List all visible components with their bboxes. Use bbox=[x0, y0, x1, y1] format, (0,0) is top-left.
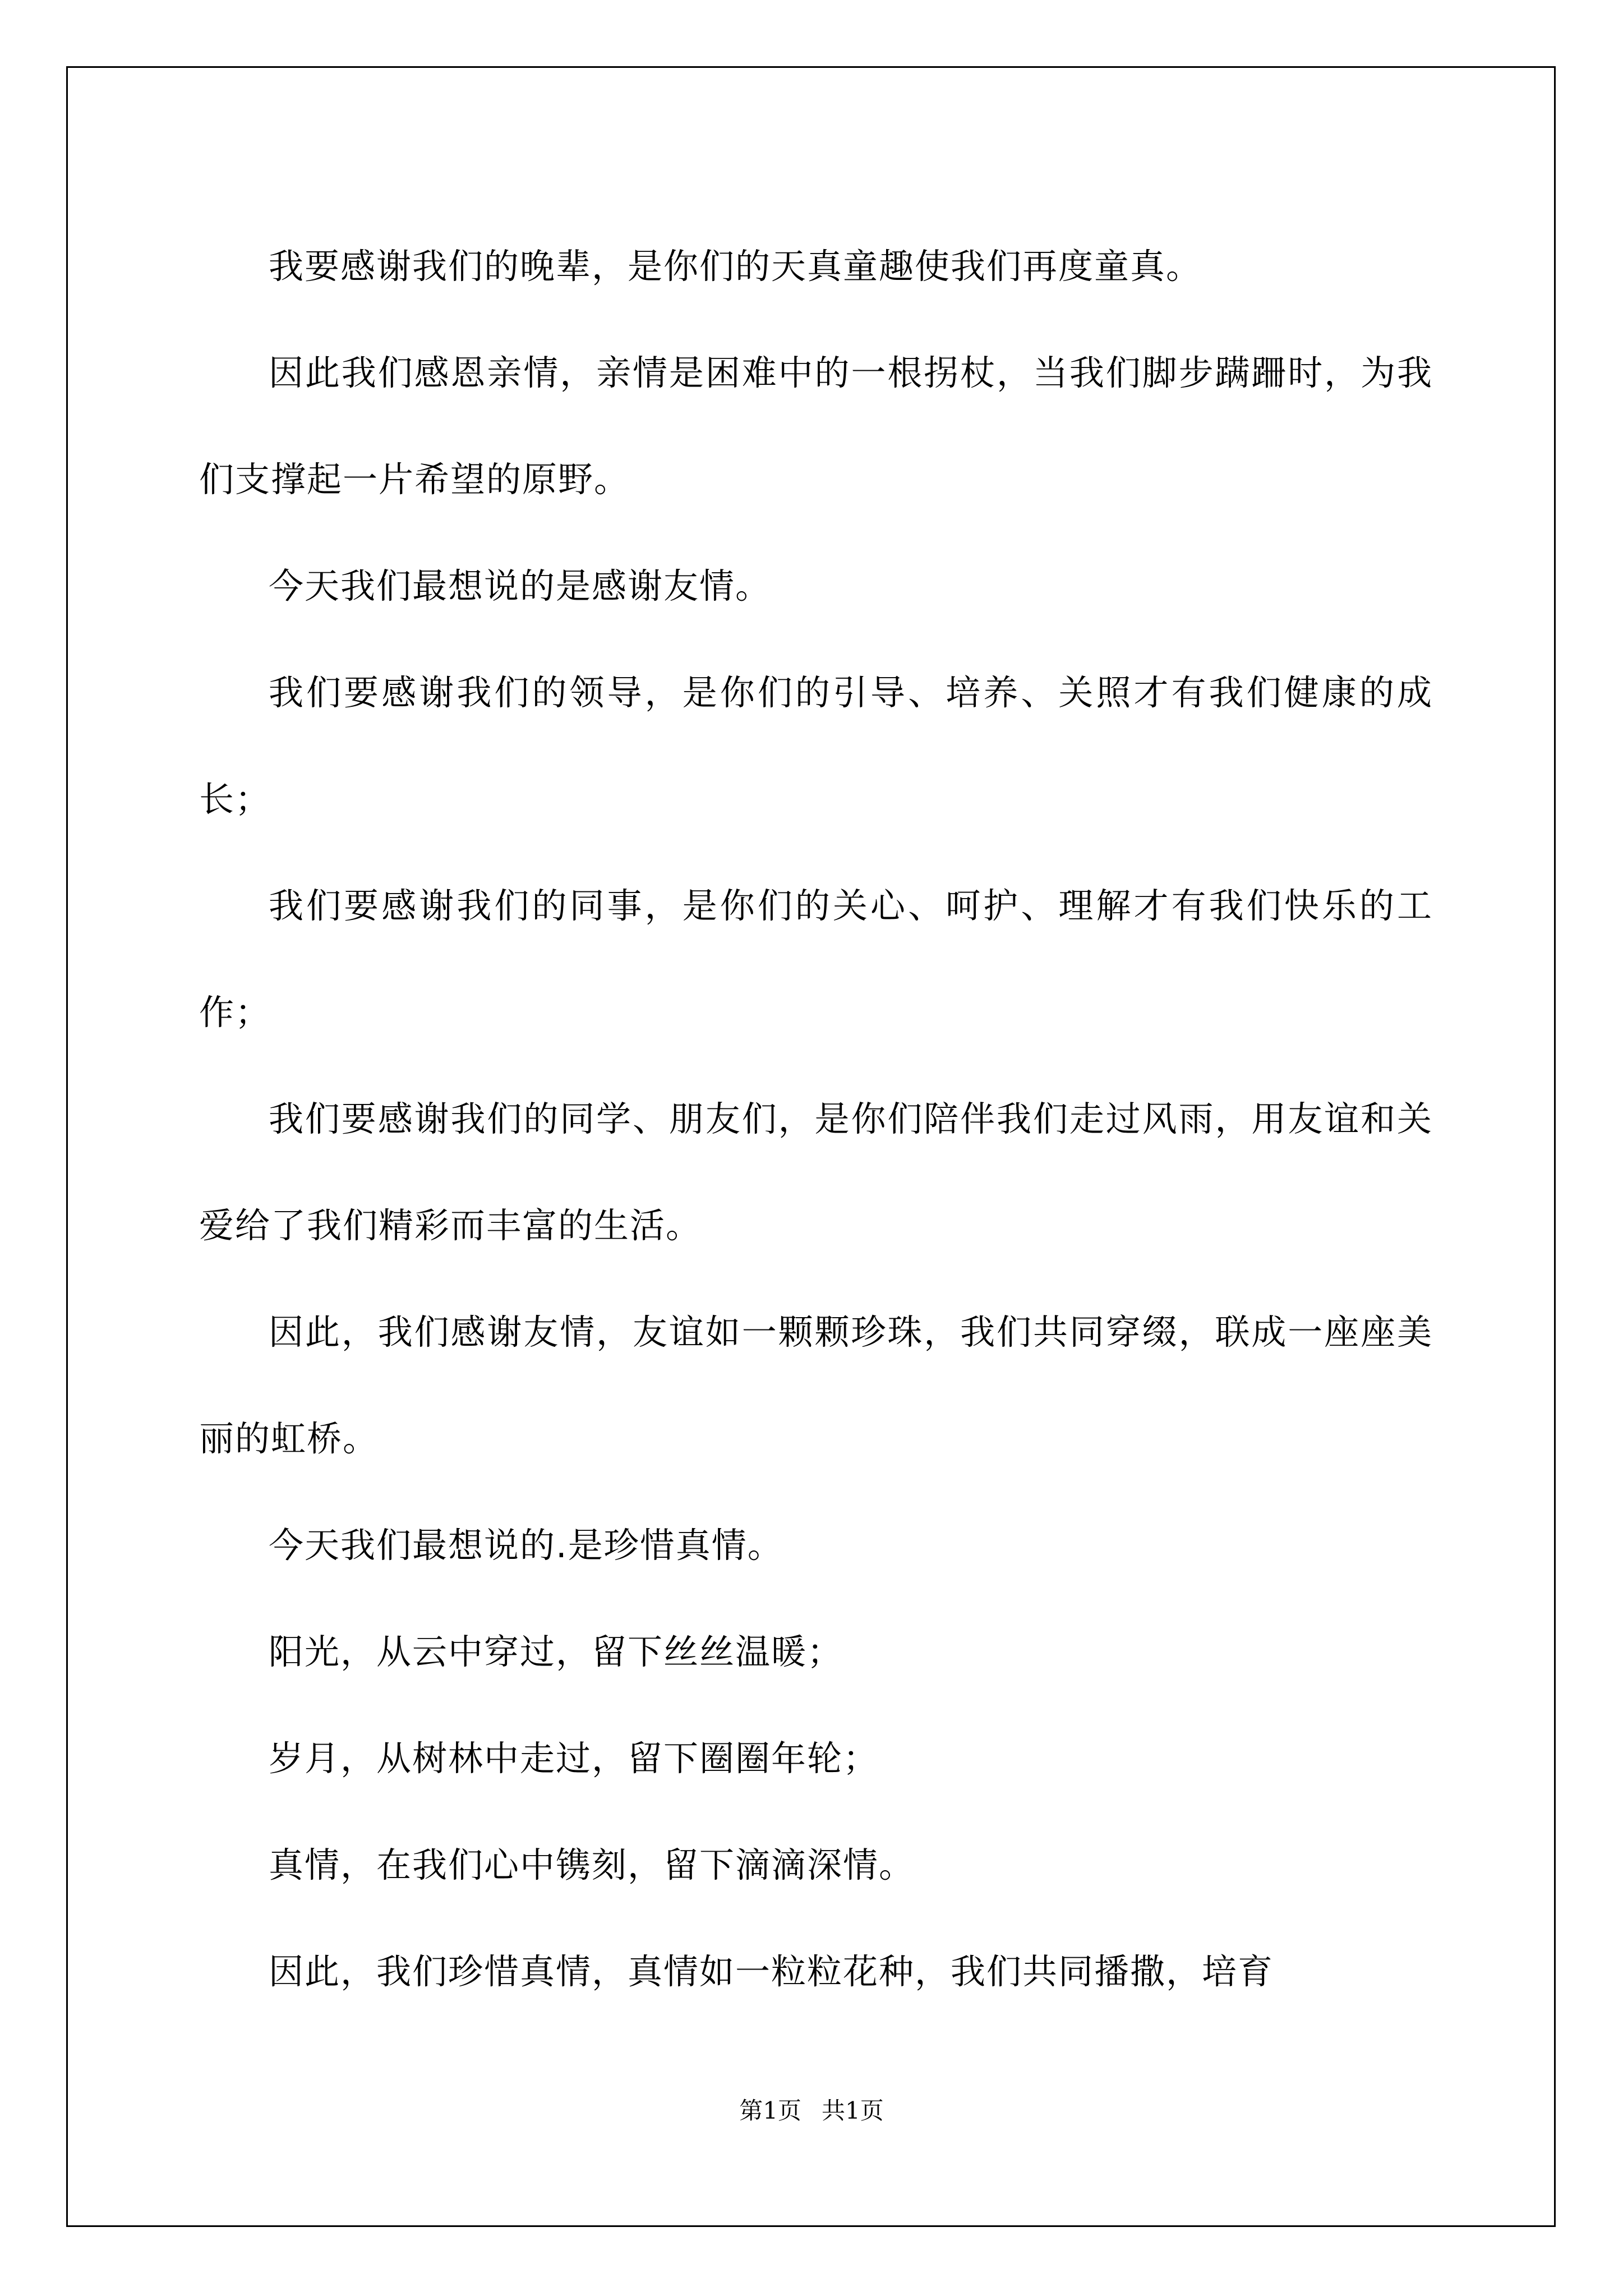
paragraph: 真情，在我们心中镌刻，留下滴滴深情。 bbox=[269, 1844, 915, 1885]
paragraph: 因此，我们珍惜真情，真情如一粒粒花种，我们共同播撒，培育 bbox=[269, 1951, 1274, 1992]
paragraph: 今天我们最想说的是感谢友情。 bbox=[269, 565, 772, 606]
page-footer bbox=[0, 2092, 1623, 2126]
paragraph: 我们要感谢我们的同学、朋友们，是你们陪伴我们走过风雨，用友谊和关爱给了我们精彩而丰富的生活。 bbox=[199, 1098, 1433, 1246]
paragraph: 今天我们最想说的.是珍惜真情。 bbox=[269, 1525, 783, 1566]
paragraph: 我们要感谢我们的同事，是你们的关心、呵护、理解才有我们快乐的工作； bbox=[199, 885, 1433, 1033]
page-number-total: 共1页 bbox=[822, 2097, 884, 2124]
paragraph: 阳光，从云中穿过，留下丝丝温暖； bbox=[269, 1631, 843, 1672]
paragraph: 因此，我们感谢友情，友谊如一颗颗珍珠，我们共同穿缀，联成一座座美丽的虹桥。 bbox=[199, 1312, 1433, 1459]
paragraph: 我要感谢我们的晚辈，是你们的天真童趣使我们再度童真。 bbox=[269, 246, 1202, 287]
page-number-current: 第1页 bbox=[739, 2097, 801, 2124]
paragraph: 岁月，从树林中走过，留下圈圈年轮； bbox=[269, 1738, 879, 1779]
paragraph: 我们要感谢我们的领导，是你们的引导、培养、关照才有我们健康的成长； bbox=[199, 672, 1433, 820]
document-body bbox=[199, 213, 1433, 2025]
paragraph: 因此我们感恩亲情，亲情是困难中的一根拐杖，当我们脚步蹒跚时，为我们支撑起一片希望的原野。 bbox=[199, 352, 1433, 500]
